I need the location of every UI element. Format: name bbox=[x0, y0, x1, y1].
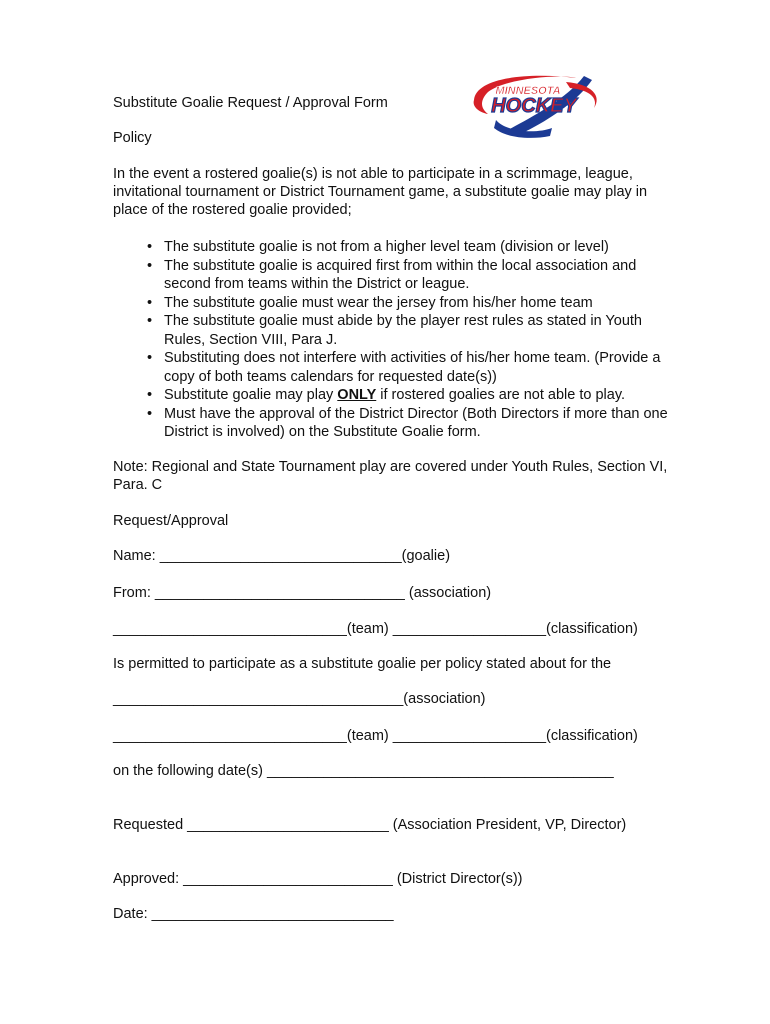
list-item: • The substitute goalie is not from a higher level team (division or level) bbox=[113, 238, 683, 257]
note-text: Note: Regional and State Tournament play are covered under Youth Rules, Section VI, Para. C bbox=[113, 459, 668, 493]
from-field-line[interactable]: From: _______________________________ (association) bbox=[113, 585, 492, 601]
policy-bullet-list bbox=[113, 238, 683, 442]
minnesota-hockey-logo bbox=[466, 70, 606, 140]
team-classification-line-1[interactable]: _____________________________(team) ___________________(classification) bbox=[113, 621, 638, 637]
date-field-line[interactable]: Date: ______________________________ bbox=[113, 906, 394, 922]
association-field-line[interactable]: ____________________________________(association) bbox=[113, 691, 486, 707]
form-title: Substitute Goalie Request / Approval Form bbox=[113, 95, 388, 111]
logo-text-line2: HOCKEY bbox=[491, 95, 577, 117]
bullet-text: Substitute goalie may play bbox=[164, 387, 338, 403]
approved-field-line[interactable]: Approved: __________________________ (District Director(s)) bbox=[113, 871, 523, 887]
list-item: • The substitute goalie is acquired first from within the local association and second from teams within the District or league. bbox=[113, 257, 683, 294]
list-item: • The substitute goalie must abide by the player rest rules as stated in Youth Rules, Section VIII, Para J. bbox=[113, 312, 683, 349]
only-emphasis: ONLY bbox=[337, 387, 377, 403]
logo-text-line1: MINNESOTA bbox=[495, 85, 561, 97]
dates-field-line[interactable]: on the following date(s) ___________________________________________ bbox=[113, 763, 614, 779]
policy-intro: In the event a rostered goalie(s) is not able to participate in a scrimmage, league, invitational tournament or District Tournament game, a substitute goalie may play in place of the rostered goalie provided; bbox=[113, 166, 648, 218]
list-item: • Substituting does not interfere with activities of his/her home team. (Provide a copy of both teams calendars for requested date(s)) bbox=[113, 349, 683, 386]
name-field-line[interactable]: Name: ______________________________(goalie) bbox=[113, 548, 451, 564]
list-item: • The substitute goalie must wear the jersey from his/her home team bbox=[113, 294, 683, 313]
list-item: • Must have the approval of the District Director (Both Directors if more than one District is involved) on the Substitute Goalie form. bbox=[113, 405, 683, 442]
policy-heading: Policy bbox=[113, 130, 152, 146]
list-item bbox=[113, 386, 683, 405]
bullet-text: if rostered goalies are not able to play. bbox=[376, 387, 626, 403]
team-classification-line-2[interactable]: _____________________________(team) ___________________(classification) bbox=[113, 728, 638, 744]
permitted-statement: Is permitted to participate as a substitute goalie per policy stated about for the bbox=[113, 656, 612, 672]
request-approval-heading: Request/Approval bbox=[113, 513, 229, 529]
requested-field-line[interactable]: Requested _________________________ (Association President, VP, Director) bbox=[113, 817, 627, 833]
